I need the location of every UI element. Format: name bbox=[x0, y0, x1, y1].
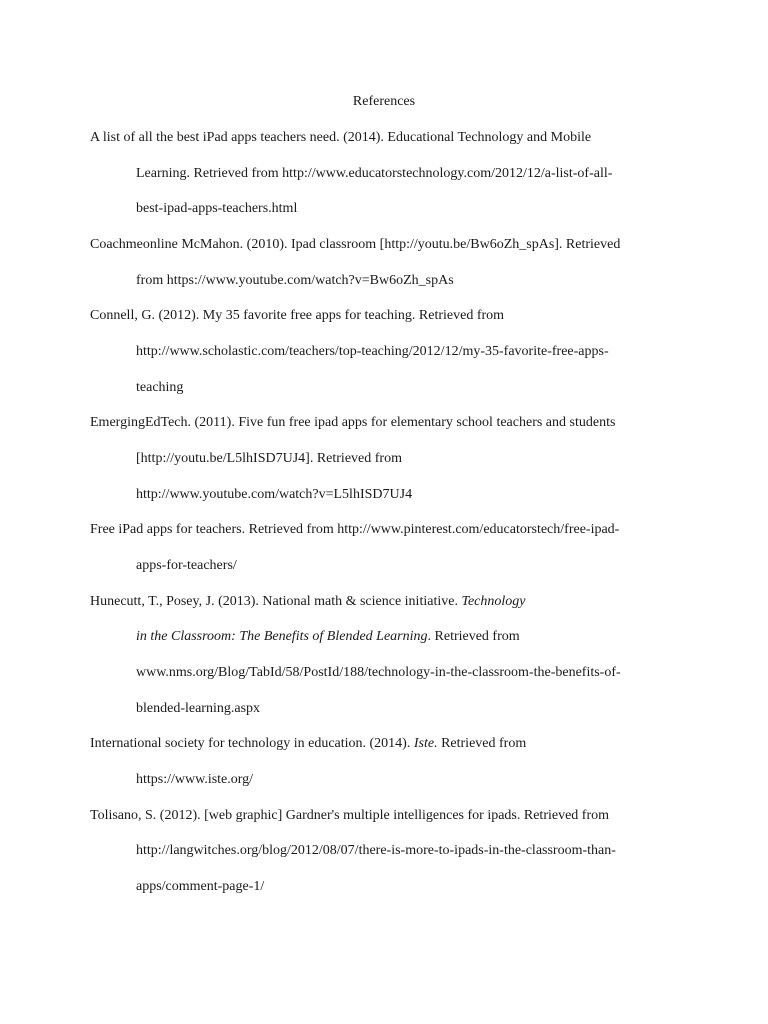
reference-line: http://www.scholastic.com/teachers/top-teaching/2012/12/my-35-favorite-free-apps- bbox=[136, 344, 609, 359]
reference-line: Learning. Retrieved from http://www.educatorstechnology.com/2012/12/a-list-of-all- bbox=[136, 166, 613, 181]
reference-line bbox=[90, 734, 526, 754]
reference-line: EmergingEdTech. (2011). Five fun free ipad apps for elementary school teachers and students bbox=[90, 415, 616, 430]
reference-text: . Retrieved from bbox=[427, 629, 520, 644]
references-heading: References bbox=[352, 94, 416, 109]
reference-line: Tolisano, S. (2012). [web graphic] Gardner's multiple intelligences for ipads. Retrieved from bbox=[90, 808, 610, 823]
reference-line: [http://youtu.be/L5lhISD7UJ4]. Retrieved from bbox=[136, 451, 402, 466]
reference-text: Hunecutt, T., Posey, J. (2013). National math & science initiative. bbox=[90, 594, 462, 609]
reference-title-italic: Iste. bbox=[413, 736, 438, 751]
reference-line bbox=[90, 592, 525, 612]
reference-line: https://www.iste.org/ bbox=[136, 772, 254, 787]
reference-line: teaching bbox=[136, 380, 184, 395]
reference-line: A list of all the best iPad apps teachers need. (2014). Educational Technology and Mobile bbox=[90, 130, 592, 145]
reference-line: Connell, G. (2012). My 35 favorite free apps for teaching. Retrieved from bbox=[90, 308, 505, 323]
reference-line: Free iPad apps for teachers. Retrieved from http://www.pinterest.com/educatorstech/free-ipad- bbox=[90, 522, 620, 537]
reference-line: blended-learning.aspx bbox=[136, 701, 261, 716]
reference-text: International society for technology in education. (2014). bbox=[90, 736, 414, 751]
reference-line: Coachmeonline McMahon. (2010). Ipad classroom [http://youtu.be/Bw6oZh_spAs]. Retrieved bbox=[90, 237, 621, 252]
reference-line: http://langwitches.org/blog/2012/08/07/there-is-more-to-ipads-in-the-classroom-than- bbox=[136, 843, 616, 858]
reference-line: apps-for-teachers/ bbox=[136, 558, 237, 573]
reference-line: apps/comment-page-1/ bbox=[136, 879, 265, 894]
reference-text: Retrieved from bbox=[437, 736, 527, 751]
reference-line: www.nms.org/Blog/TabId/58/PostId/188/technology-in-the-classroom-the-benefits-of- bbox=[136, 665, 621, 680]
reference-line: best-ipad-apps-teachers.html bbox=[136, 201, 298, 216]
reference-line: from https://www.youtube.com/watch?v=Bw6oZh_spAs bbox=[136, 273, 454, 288]
reference-line: http://www.youtube.com/watch?v=L5lhISD7UJ4 bbox=[136, 487, 413, 502]
reference-title-italic: Technology bbox=[461, 594, 526, 609]
reference-line bbox=[136, 627, 520, 647]
reference-title-italic: in the Classroom: The Benefits of Blended Learning bbox=[136, 629, 428, 644]
